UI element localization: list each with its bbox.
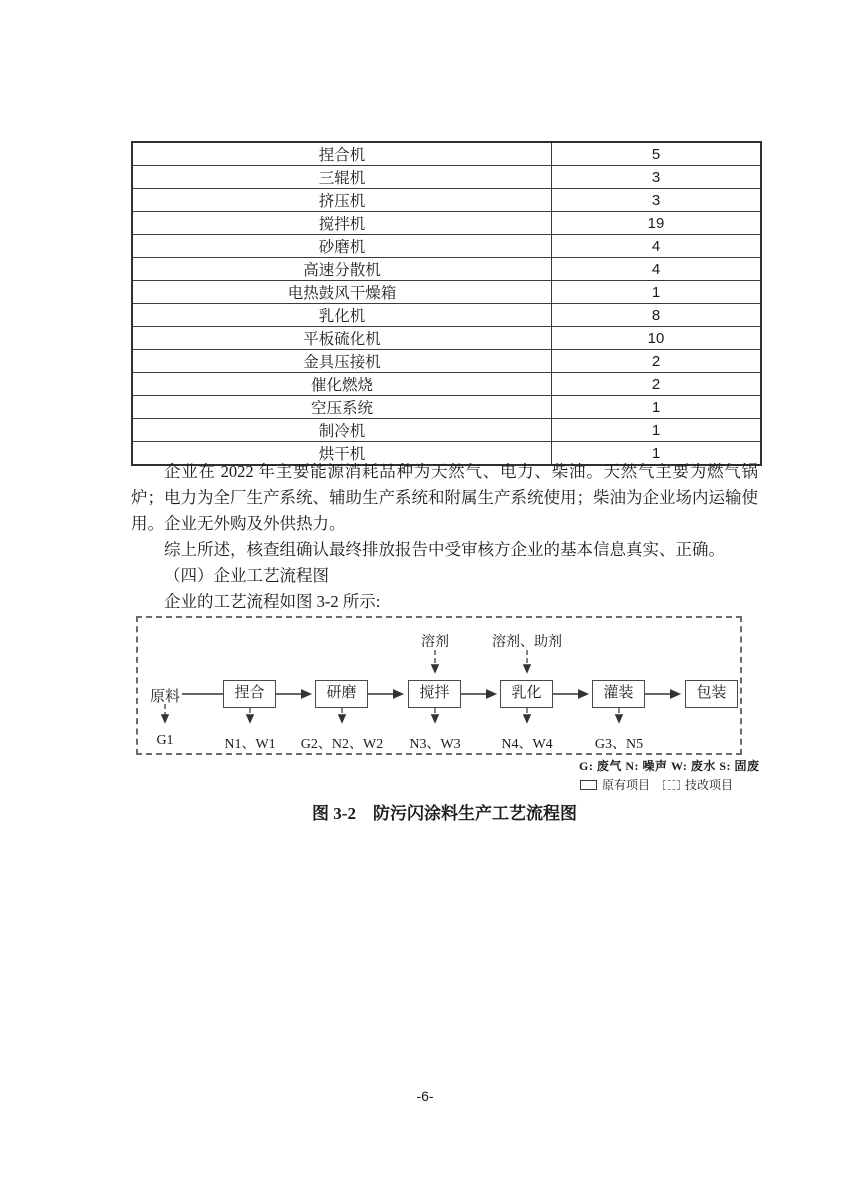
legend-existing-label: 原有项目: [602, 778, 651, 792]
section-heading: （四）企业工艺流程图: [164, 566, 329, 585]
equipment-name: 高速分散机: [132, 258, 552, 281]
flow-output-n4w4: N4、W4: [501, 737, 553, 752]
flow-step-filling: 灌装: [592, 680, 645, 708]
equipment-name: 金具压接机: [132, 350, 552, 373]
table-row: [132, 304, 761, 327]
dashed-box-icon: [663, 780, 680, 790]
equipment-name: 制冷机: [132, 419, 552, 442]
equipment-name: 烘干机: [132, 442, 552, 466]
legend-project-types: [580, 776, 733, 793]
figure-caption: 图 3-2 防污闪涂料生产工艺流程图: [312, 804, 577, 823]
equipment-count: 2: [552, 373, 762, 396]
equipment-name: 平板硫化机: [132, 327, 552, 350]
equipment-count: 19: [552, 212, 762, 235]
table-row: [132, 142, 761, 166]
equipment-name: 砂磨机: [132, 235, 552, 258]
equipment-count: 4: [552, 258, 762, 281]
table-row: [132, 327, 761, 350]
flow-output-g1: G1: [156, 733, 174, 748]
solid-box-icon: [580, 780, 597, 790]
equipment-count: 1: [552, 442, 762, 466]
equipment-count: 3: [552, 189, 762, 212]
equipment-count: 8: [552, 304, 762, 327]
equipment-name: 催化燃烧: [132, 373, 552, 396]
equipment-name: 三辊机: [132, 166, 552, 189]
process-flow-diagram: [136, 616, 742, 755]
table-row: [132, 419, 761, 442]
flow-step-emulsifying: 乳化: [500, 680, 553, 708]
table-row: [132, 281, 761, 304]
equipment-count: 3: [552, 166, 762, 189]
flow-output-g3n5: G3、N5: [594, 737, 644, 752]
equipment-name: 挤压机: [132, 189, 552, 212]
equipment-count: 10: [552, 327, 762, 350]
table-row: [132, 166, 761, 189]
flow-source-label: 原料: [150, 689, 181, 705]
equipment-count: 4: [552, 235, 762, 258]
table-row: [132, 189, 761, 212]
equipment-count: 1: [552, 419, 762, 442]
flow-input-solvent: 溶剂: [421, 635, 449, 650]
paragraph-conclusion: 综上所述，核查组确认最终排放报告中受审核方企业的基本信息真实、正确。: [164, 540, 725, 559]
legend-modified-label: 技改项目: [685, 778, 734, 792]
flow-step-kneading: 捏合: [223, 680, 276, 708]
equipment-table: [131, 141, 762, 466]
equipment-name: 电热鼓风干燥箱: [132, 281, 552, 304]
equipment-count: 1: [552, 396, 762, 419]
table-row: [132, 350, 761, 373]
equipment-name: 乳化机: [132, 304, 552, 327]
flow-output-n3w3: N3、W3: [409, 737, 461, 752]
flow-step-stirring: 搅拌: [408, 680, 461, 708]
equipment-name: 搅拌机: [132, 212, 552, 235]
table-row: [132, 235, 761, 258]
table-row: [132, 212, 761, 235]
paragraph-figure-intro: 企业的工艺流程如图 3-2 所示:: [164, 592, 381, 611]
legend-abbreviations: G: 废气 N: 噪声 W: 废水 S: 固废: [579, 759, 760, 773]
equipment-name: 空压系统: [132, 396, 552, 419]
flow-input-solvent-additive: 溶剂、助剂: [492, 635, 562, 650]
flow-output-g2n2w2: G2、N2、W2: [300, 737, 384, 752]
table-row: [132, 373, 761, 396]
equipment-count: 1: [552, 281, 762, 304]
equipment-name: 捏合机: [132, 142, 552, 166]
flow-step-packaging: 包装: [685, 680, 738, 708]
equipment-count: 2: [552, 350, 762, 373]
equipment-count: 5: [552, 142, 762, 166]
table-row: [132, 258, 761, 281]
page-number: -6-: [416, 1088, 434, 1104]
flow-step-grinding: 研磨: [315, 680, 368, 708]
body-text: [131, 459, 758, 615]
paragraph-energy: 企业在 2022 年主要能源消耗品种为天然气、电力、柴油。天然气主要为燃气锅炉；电力为全厂生产系统、辅助生产系统和附属生产系统使用；柴油为企业场内运输使用。企业无外购及外供热力。: [131, 462, 758, 533]
table-row: [132, 396, 761, 419]
flow-output-n1w1: N1、W1: [224, 737, 276, 752]
